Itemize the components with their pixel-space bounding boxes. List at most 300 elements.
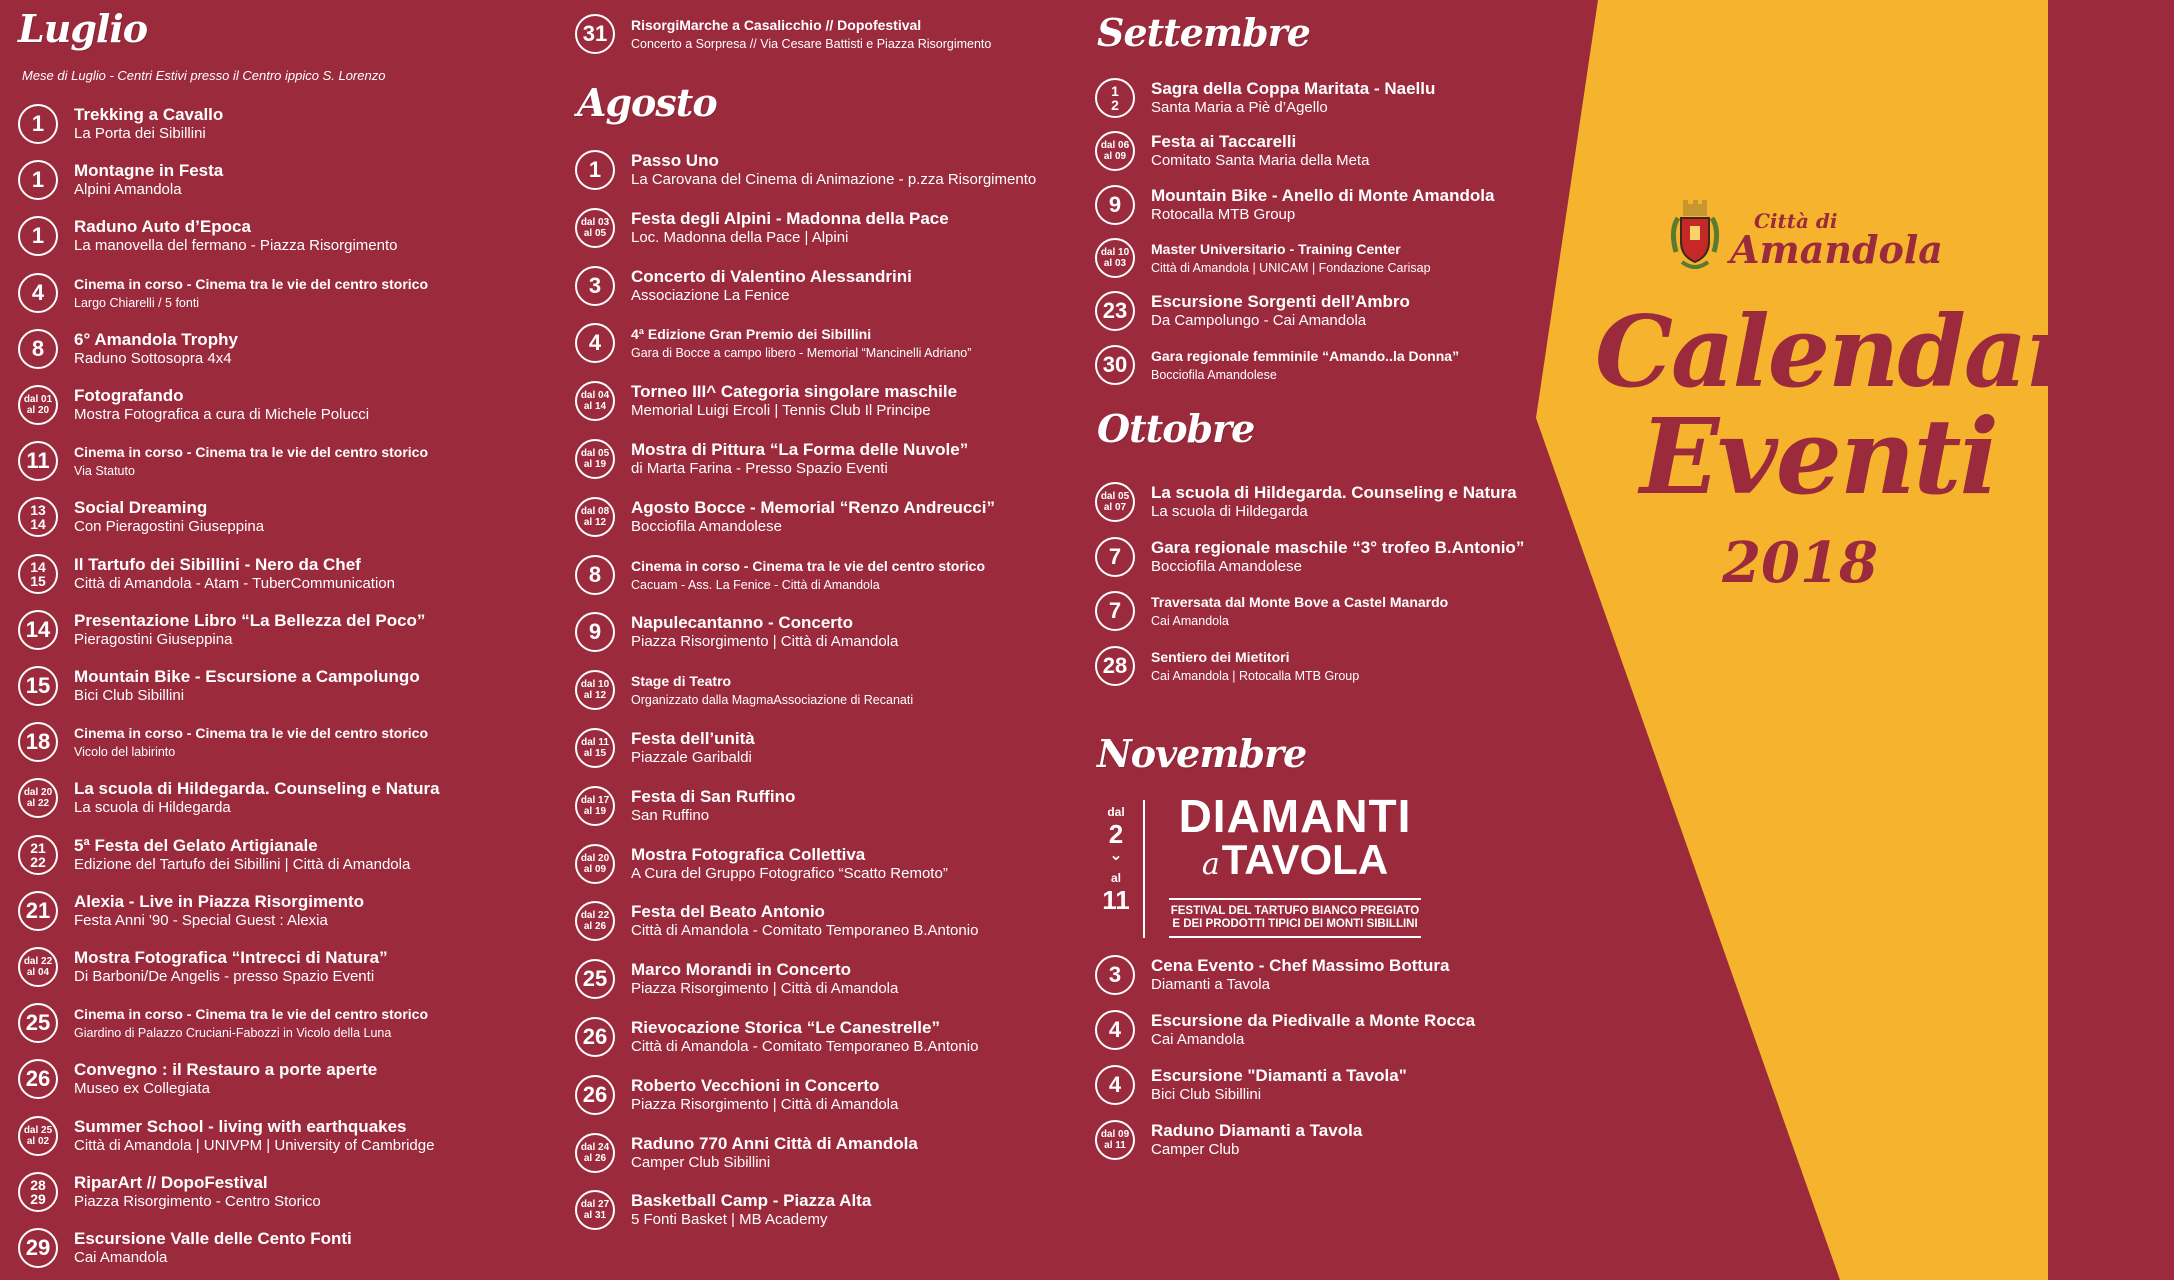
month-title-settembre: Settembre [1097,10,1310,55]
event-title: 6° Amandola Trophy [74,329,238,349]
date-d1: dal 20 [23,787,53,799]
event-text [74,779,440,817]
event-subtitle: Raduno Sottosopra 4x4 [74,349,232,367]
event-text [631,382,957,420]
date-d2: al 20 [26,405,50,416]
event-text [74,274,428,312]
event-text [1151,1066,1407,1104]
date-badge [575,670,615,710]
event-text [74,1060,377,1098]
date-d1: 9 [588,619,602,645]
city-brand [1668,200,1943,280]
event-row [18,1059,377,1099]
event-row [575,1075,898,1115]
date-badge [18,891,58,931]
date-d1: 25 [25,1010,51,1036]
event-text [1151,132,1369,170]
events-title: Eventi [1640,395,1998,518]
event-row [18,216,398,256]
city-line1: Città di [1754,209,1838,233]
diamanti-tag2: E DEI PRODOTTI TIPICI DEI MONTI SIBILLINI [1172,918,1418,930]
event-text [74,948,388,986]
event-row [18,891,364,931]
event-row [1095,345,1459,385]
event-title: Festa degli Alpini - Madonna della Pace [631,208,949,228]
date-badge [575,844,615,884]
event-title: Trekking a Cavallo [74,105,224,124]
date-d1: 1 [31,167,45,193]
event-title: Concerto di Valentino Alessandrini [631,266,912,286]
event-row [575,1133,918,1173]
diamanti-dal: dal [1107,805,1125,819]
date-badge [18,1228,58,1268]
event-subtitle: Edizione del Tartufo dei Sibillini | Città di Amandola [74,855,411,873]
date-badge [18,610,58,650]
event-title: Summer School - living with earthquakes [74,1116,407,1136]
event-row [575,612,898,652]
event-subtitle: San Ruffino [631,806,710,824]
event-row [1095,955,1450,995]
event-text [1151,483,1517,521]
date-d2: al 03 [1103,257,1127,269]
event-row [575,497,995,537]
event-title: Cena Evento - Chef Massimo Bottura [1151,956,1450,975]
date-badge [18,666,58,706]
date-d1: 14 [30,558,46,575]
event-row [1095,1065,1407,1105]
event-text [631,15,991,53]
date-d1: dal 20 [580,852,610,864]
event-subtitle: Piazzale Garibaldi [631,749,752,766]
date-badge [1095,646,1135,686]
event-text [74,161,223,199]
diamanti-a: a [1201,847,1220,882]
date-d1: dal 08 [580,505,610,517]
date-d1: 29 [25,1235,51,1260]
event-subtitle: Giardino di Palazzo Cruciani-Fabozzi in Vicolo della Luna [74,1026,392,1041]
event-subtitle: La manovella del fermano - Piazza Risorgimento [74,237,398,255]
date-d2: al 07 [1103,502,1127,513]
event-row [575,266,912,306]
date-badge [1095,1065,1135,1105]
date-badge [1095,131,1135,171]
date-d2: al 12 [583,690,607,702]
event-subtitle: Città di Amandola - Comitato Temporaneo B.Antonio [631,1038,979,1055]
date-badge [1095,591,1135,631]
event-title: Convegno : il Restauro a porte aperte [74,1060,378,1080]
event-title: Stage di Teatro [631,673,732,690]
date-d1: 8 [31,335,45,361]
date-d1: dal 05 [1100,491,1130,502]
date-d2: 15 [30,572,46,589]
event-text [631,1191,871,1229]
event-row [1095,482,1517,522]
date-d1: dal 24 [580,1141,610,1153]
diamanti-al: al [1110,871,1121,885]
event-row [1095,291,1410,331]
event-subtitle: Gara di Bocce a campo libero - Memorial “Mancinelli Adriano” [631,346,972,361]
event-row [18,385,369,425]
event-row [18,273,428,313]
event-text [74,836,410,874]
event-subtitle: Bocciofila Amandolese [1151,557,1302,575]
event-title: Cinema in corso - Cinema tra le vie del centro storico [74,1006,428,1023]
event-row [575,439,968,479]
date-d1: 7 [1108,598,1122,624]
event-subtitle: 5 Fonti Basket | MB Academy [631,1211,828,1229]
date-d1: 8 [588,561,602,587]
event-text [631,613,898,651]
event-text [631,671,913,709]
event-text [631,1076,898,1114]
event-text [631,440,968,478]
event-text [631,556,985,594]
date-d1: 3 [588,272,602,298]
date-d1: 3 [1108,962,1122,987]
date-d1: dal 04 [580,390,610,402]
event-text [1151,186,1494,224]
event-subtitle: Diamanti a Tavola [1151,976,1270,993]
event-subtitle: Città di Amandola - Atam - TuberCommunication [74,574,395,592]
diamanti-tavola: TAVOLA [1221,836,1389,883]
event-row [18,610,425,650]
event-subtitle: Bocciofila Amandolese [1151,367,1277,382]
date-badge [18,554,58,594]
date-d2: al 26 [583,921,607,933]
event-subtitle: Organizzato dalla MagmaAssociazione di Recanati [631,693,914,708]
date-d2: al 04 [26,967,50,978]
date-badge [575,14,615,54]
date-badge [18,216,58,256]
event-subtitle: Santa Maria a Piè d’Agello [1151,99,1328,116]
event-text [74,1117,434,1155]
event-row [1095,1120,1362,1160]
event-text [74,1173,321,1211]
date-badge [1095,345,1135,385]
event-text [1151,79,1435,117]
date-badge [18,1003,58,1043]
date-d1: 1 [31,111,45,136]
event-row [575,1190,871,1230]
event-title: Rievocazione Storica “Le Canestrelle” [631,1018,940,1037]
event-subtitle: Comitato Santa Maria della Meta [1151,152,1370,170]
date-d2: al 31 [583,1210,607,1222]
event-text [74,892,364,930]
date-d2: al 19 [583,459,607,470]
event-subtitle: Bici Club Sibillini [74,687,185,704]
date-badge [18,329,58,369]
event-title: 4ª Edizione Gran Premio dei Sibillini [631,326,872,343]
event-row [1095,646,1359,686]
date-badge [575,786,615,826]
event-title: Cinema in corso - Cinema tra le vie del centro storico [74,275,428,292]
event-text [74,723,428,761]
event-subtitle: La Porta dei Sibillini [74,125,206,142]
event-row [575,959,898,999]
event-row [1095,1010,1475,1050]
date-d1: dal 25 [23,1124,53,1136]
date-d1: dal 06 [1100,140,1130,152]
event-row [1095,238,1431,278]
event-subtitle: La scuola di Hildegarda [1151,503,1308,520]
event-title: Festa del Beato Antonio [631,902,825,922]
event-subtitle: Pieragostini Giuseppina [74,630,233,648]
event-subtitle: Cai Amandola [1151,1031,1245,1048]
diamanti-logo [1165,790,1425,938]
event-text [1151,592,1448,630]
diamanti-end: 11 [1102,885,1130,915]
event-row [575,728,755,768]
event-subtitle: Mostra Fotografica a cura di Michele Polucci [74,406,370,423]
date-badge [575,1133,615,1173]
date-badge [18,947,58,987]
date-d2: al 12 [583,516,607,528]
event-text [74,498,264,536]
event-row [575,208,949,248]
event-subtitle: Bici Club Sibillini [1151,1086,1262,1103]
event-text [1151,538,1524,576]
event-title: Festa ai Taccarelli [1151,132,1297,152]
event-row [575,1017,978,1057]
event-title: Presentazione Libro “La Bellezza del Poco” [74,610,426,630]
date-d1: dal 22 [580,910,610,922]
date-d2: al 15 [583,748,607,759]
event-title: Cinema in corso - Cinema tra le vie del centro storico [74,444,428,461]
event-title: Napulecantanno - Concerto [631,613,853,633]
event-subtitle: Cai Amandola [74,1249,168,1266]
date-badge [18,1116,58,1156]
event-text [74,442,428,480]
event-text [1151,346,1459,384]
event-title: Festa dell’unità [631,729,755,748]
event-text [74,1229,352,1267]
event-subtitle: Da Campolungo - Cai Amandola [1151,312,1367,330]
event-row [18,441,428,481]
event-subtitle: Memorial Luigi Ercoli | Tennis Club Il Principe [631,402,931,420]
event-title: Escursione da Piedivalle a Monte Rocca [1151,1011,1476,1030]
date-d1: dal 27 [580,1199,610,1211]
event-subtitle: A Cura del Gruppo Fotografico “Scatto Remoto” [631,864,948,882]
event-row [18,947,388,987]
event-title: 5ª Festa del Gelato Artigianale [74,835,318,855]
event-title: Raduno Auto d’Epoca [74,217,251,237]
date-d1: 4 [31,279,45,305]
event-text [631,787,795,825]
event-text [1151,1121,1362,1159]
month-title-luglio: Luglio [18,6,148,51]
event-subtitle: Largo Chiarelli / 5 fonti [74,295,200,310]
event-title: Raduno Diamanti a Tavola [1151,1121,1363,1140]
event-title: La scuola di Hildegarda. Counseling e Natura [74,779,440,799]
event-title: Mostra Fotografica “Intrecci di Natura” [74,948,388,967]
event-text [631,209,949,247]
date-badge [1095,482,1135,522]
event-subtitle: Con Pieragostini Giuseppina [74,518,265,536]
date-d2: al 11 [1104,1140,1126,1151]
event-subtitle: Camper Club [1151,1141,1240,1158]
date-d1: 25 [582,966,608,992]
event-text [631,845,948,883]
event-text [631,1018,978,1056]
event-title: RisorgiMarche a Casalicchio // Dopofestival [631,17,922,33]
event-row [575,150,1036,190]
event-subtitle: Festa Anni '90 - Special Guest : Alexia [74,911,328,929]
date-badge [575,208,615,248]
city-line2: Amandola [1730,227,1943,272]
event-subtitle: Di Barboni/De Angelis - presso Spazio Eventi [74,968,375,985]
date-badge [575,323,615,363]
date-badge [1095,291,1135,331]
event-row [575,14,991,54]
date-d1: 26 [582,1081,608,1107]
diamanti-start: 2 [1108,819,1124,849]
diamanti-line1: DIAMANTI [1178,790,1412,842]
event-subtitle: Bocciofila Amandolese [631,517,782,535]
event-text [74,105,223,143]
date-d2: al 22 [26,798,50,810]
event-title: Mountain Bike - Anello di Monte Amandola [1151,185,1495,205]
date-badge [575,555,615,595]
event-subtitle: Città di Amandola | UNICAM | Fondazione Carisap [1151,260,1431,275]
date-d1: 26 [25,1066,51,1092]
month-title-agosto: Agosto [577,80,717,125]
event-text [1151,647,1359,685]
diamanti-dates [1098,805,1134,915]
event-title: Marco Morandi in Concerto [631,960,852,980]
date-badge [575,1190,615,1230]
date-d2: al 19 [583,805,607,817]
event-row [18,160,223,200]
event-row [1095,78,1435,118]
event-row [575,844,948,884]
date-d2: 2 [1111,97,1119,113]
event-row [575,670,913,710]
event-subtitle: Piazza Risorgimento | Città di Amandola [631,980,899,998]
event-subtitle: di Marta Farina - Presso Spazio Eventi [631,460,888,477]
event-title: Escursione "Diamanti a Tavola" [1151,1066,1407,1085]
event-subtitle: La scuola di Hildegarda [74,799,231,817]
event-title: Sentiero dei Mietitori [1151,649,1290,666]
diamanti-tagline [1169,898,1421,938]
date-d1: 4 [1108,1072,1122,1097]
month-title-ottobre: Ottobre [1097,406,1255,451]
event-subtitle: Camper Club Sibillini [631,1153,771,1171]
date-badge [18,385,58,425]
event-text [631,324,971,362]
event-text [631,1134,918,1172]
month-title-novembre: Novembre [1097,731,1307,776]
date-badge [575,381,615,421]
date-d1: 1 [31,223,45,249]
event-title: Mostra Fotografica Collettiva [631,844,866,864]
event-row [18,722,428,762]
date-badge [18,497,58,537]
date-badge [575,1075,615,1115]
event-title: Fotografando [74,386,184,405]
date-badge [1095,238,1135,278]
event-text [74,386,369,424]
diamanti-tag1: FESTIVAL DEL TARTUFO BIANCO PREGIATO [1170,905,1420,917]
event-row [18,554,395,594]
event-subtitle: Museo ex Collegiata [74,1080,210,1098]
event-text [74,667,420,705]
event-text [631,267,912,305]
date-d1: 11 [26,448,50,474]
event-subtitle: Città di Amandola - Comitato Temporaneo B.Antonio [631,922,979,940]
event-text [74,555,395,593]
date-badge [18,1172,58,1212]
event-title: Escursione Sorgenti dell’Ambro [1151,292,1410,312]
event-subtitle: Piazza Risorgimento - Centro Storico [74,1192,321,1210]
date-d2: al 09 [583,863,607,875]
date-badge [1095,78,1135,118]
event-row [1095,185,1494,225]
event-row [18,329,238,369]
date-d1: 21 [30,839,46,856]
date-d1: 9 [1108,191,1122,217]
date-d1: 1 [588,157,602,182]
event-title: Raduno 770 Anni Città di Amandola [631,1133,918,1153]
city-crest-icon [1668,200,1722,280]
event-row [1095,131,1369,171]
date-badge [18,160,58,200]
date-d1: 23 [1102,298,1128,324]
date-badge [575,728,615,768]
event-text [74,611,425,649]
date-d1: 4 [1108,1017,1122,1042]
date-d1: 28 [30,1176,46,1193]
event-subtitle: Cai Amandola | Rotocalla MTB Group [1151,669,1360,684]
event-text [1151,239,1431,277]
event-title: La scuola di Hildegarda. Counseling e Natura [1151,483,1517,502]
date-d2: al 02 [26,1135,50,1147]
event-text [631,498,995,536]
date-d2: al 09 [1103,151,1127,163]
event-text [74,330,238,368]
date-d1: dal 09 [1100,1129,1130,1140]
event-row [18,104,223,144]
event-subtitle: Piazza Risorgimento | Città di Amandola [631,633,899,651]
date-d1: dal 17 [580,794,610,806]
event-row [18,778,440,818]
date-d2: al 05 [583,227,607,239]
event-text [74,1004,428,1042]
date-d2: 29 [30,1190,46,1207]
date-badge [18,1059,58,1099]
luglio-note: Mese di Luglio - Centri Estivi presso il Centro ippico S. Lorenzo [22,68,386,83]
event-subtitle: Cacuam - Ass. La Fenice - Città di Amandola [631,577,880,592]
event-row [18,1003,428,1043]
event-subtitle: La Carovana del Cinema di Animazione - p.zza Risorgimento [631,171,1037,188]
date-badge [18,722,58,762]
event-subtitle: Associazione La Fenice [631,286,790,304]
event-subtitle: Rotocalla MTB Group [1151,205,1296,223]
event-title: Alexia - Live in Piazza Risorgimento [74,891,365,911]
event-title: Roberto Vecchioni in Concerto [631,1075,880,1095]
event-title: Torneo III^ Categoria singolare maschile [631,382,958,402]
date-d1: 13 [30,502,46,519]
date-d1: 15 [25,673,51,698]
calendar-title: Calendario [1595,295,2174,410]
date-d1: dal 03 [580,216,610,228]
event-title: Social Dreaming [74,498,208,518]
date-d1: 30 [1102,351,1128,377]
event-title: Mostra di Pittura “La Forma delle Nuvole” [631,440,969,459]
event-text [74,217,398,255]
event-row [18,666,420,706]
city-name [1730,209,1943,272]
date-d1: dal 11 [581,737,609,748]
